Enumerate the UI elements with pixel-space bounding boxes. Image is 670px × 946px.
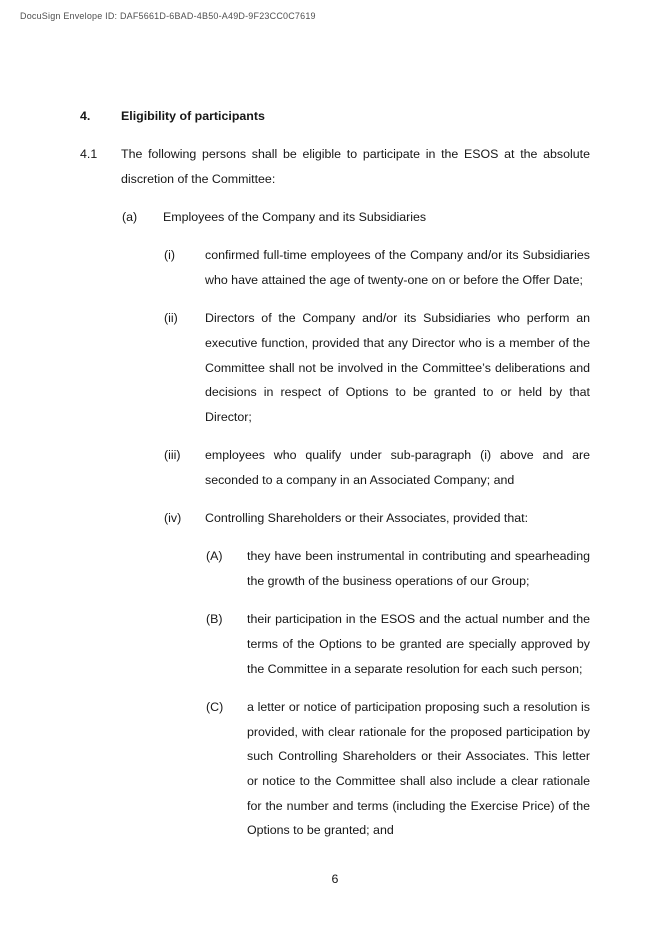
clause-A — [80, 544, 590, 593]
page-number: 6 — [331, 872, 339, 886]
clause-label: (C) — [206, 699, 224, 714]
clause-label: (i) — [164, 248, 176, 263]
clause-text: confirmed full-time employees of the Company and/or its Subsidiaries who have attained the age of twenty-one on or before the Offer Date; — [205, 248, 590, 288]
clause-text: a letter or notice of participation proposing such a resolution is provided, with clear rationale for the proposed participation by such Controlling Shareholders or their Associates. This letter or notice to the Committee shall also include a clear rationale for the number and terms (including the Exercise Price) of the Options to be granted; and — [247, 699, 590, 838]
clause-text: Controlling Shareholders or their Associates, provided that: — [205, 511, 529, 526]
clause-text: The following persons shall be eligible to participate in the ESOS at the absolute discretion of the Committee: — [121, 147, 590, 186]
clause-iv — [80, 506, 590, 531]
clause-text: employees who qualify under sub-paragraph (i) above and are seconded to a company in an Associated Company; and — [205, 448, 590, 487]
clause-text: they have been instrumental in contributing and spearheading the growth of the business operations of our Group; — [247, 549, 590, 589]
clause-label: (iii) — [164, 448, 181, 463]
clause-label: (ii) — [164, 311, 178, 326]
clause-i — [80, 243, 590, 292]
clause-a — [80, 205, 590, 230]
clause-text: Directors of the Company and/or its Subsidiaries who perform an executive function, provided that any Director who is a member of the Committee shall not be involved in the Committee’s deliberations and decisions in respect of Options to be granted to or held by that Director; — [205, 311, 590, 425]
clause-text: their participation in the ESOS and the actual number and the terms of the Options to be granted are specially approved by the Committee in a separate resolution for each such person; — [247, 612, 590, 676]
clause-label: (iv) — [164, 511, 182, 526]
clause-iii — [80, 443, 590, 492]
clause-label: 4.1 — [80, 147, 98, 162]
docusign-envelope-id: DocuSign Envelope ID: DAF5661D-6BAD-4B50-A49D-9F23CC0C7619 — [20, 11, 316, 21]
clause-text: Employees of the Company and its Subsidiaries — [163, 210, 427, 225]
clause-4-1 — [80, 142, 590, 191]
clause-label: (A) — [206, 549, 223, 564]
clause-ii — [80, 306, 590, 430]
document-body — [80, 104, 590, 857]
clause-B — [80, 607, 590, 681]
clause-label: (a) — [122, 210, 138, 225]
clause-C — [80, 695, 590, 843]
section-number: 4. — [80, 109, 91, 123]
clause-label: (B) — [206, 612, 223, 627]
section-heading — [80, 104, 590, 129]
section-title: Eligibility of participants — [121, 109, 265, 123]
